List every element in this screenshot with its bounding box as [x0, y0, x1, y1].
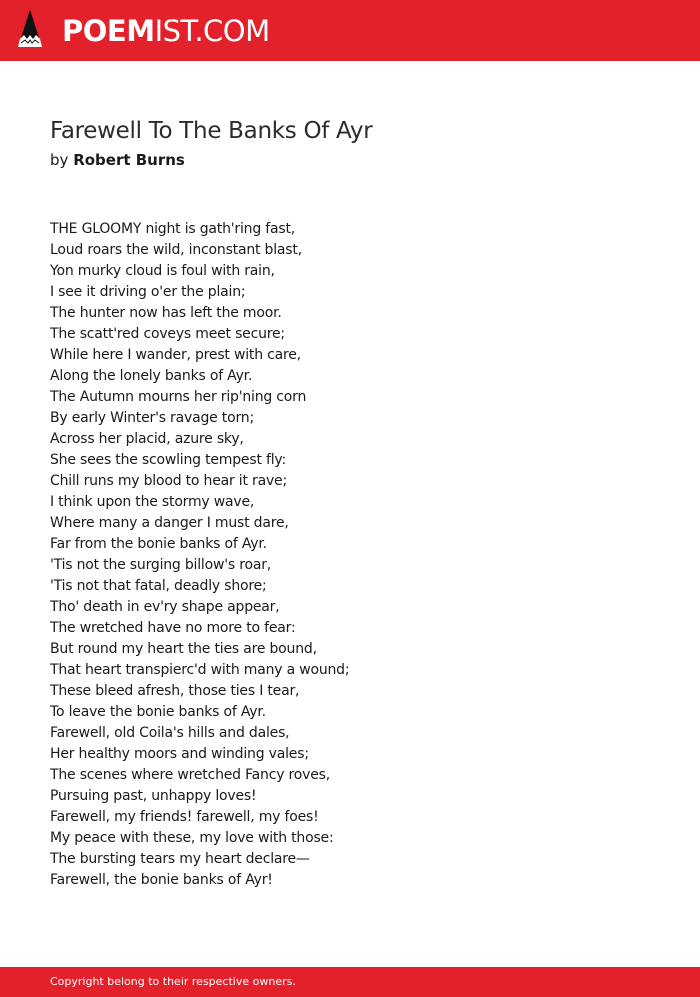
- site-header: [0, 0, 700, 61]
- poem-body: [50, 219, 670, 891]
- poem-line: To leave the bonie banks of Ayr.: [50, 704, 266, 720]
- poem-line: These bleed afresh, those ties I tear,: [50, 683, 300, 699]
- poem-line: Along the lonely banks of Ayr.: [50, 368, 253, 384]
- poem-line: The Autumn mourns her rip'ning corn: [50, 389, 307, 405]
- poem-line: Yon murky cloud is foul with rain,: [50, 263, 275, 279]
- poem-line: Across her placid, azure sky,: [50, 431, 244, 447]
- poem-line: Chill runs my blood to hear it rave;: [50, 473, 287, 489]
- logo-text-light: IST.COM: [154, 14, 270, 48]
- poem-line: Far from the bonie banks of Ayr.: [50, 536, 267, 552]
- pencil-tip-icon[interactable]: [17, 9, 43, 51]
- logo-text-bold: POEM: [62, 14, 155, 48]
- poem-heading: [50, 114, 670, 171]
- poem-line: 'Tis not the surging billow's roar,: [50, 557, 272, 573]
- author-name: Robert Burns: [73, 151, 185, 169]
- poem-line: The scenes where wretched Fancy roves,: [50, 767, 331, 783]
- poem-line: That heart transpierc'd with many a wound;: [50, 662, 350, 678]
- poem-line: Farewell, the bonie banks of Ayr!: [50, 872, 273, 888]
- poem-line: She sees the scowling tempest fly:: [50, 452, 286, 468]
- poem-line: But round my heart the ties are bound,: [50, 641, 317, 657]
- poem-line: Farewell, my friends! farewell, my foes!: [50, 809, 319, 825]
- poem-line: Loud roars the wild, inconstant blast,: [50, 242, 302, 258]
- copyright-text: Copyright belong to their respective owners.: [50, 975, 296, 988]
- poem-line: Where many a danger I must dare,: [50, 515, 289, 531]
- poem-line: The bursting tears my heart declare—: [50, 851, 310, 867]
- poem-line: While here I wander, prest with care,: [50, 347, 301, 363]
- poem-line: The scatt'red coveys meet secure;: [50, 326, 285, 342]
- poem-line: The wretched have no more to fear:: [50, 620, 296, 636]
- poem-line: I see it driving o'er the plain;: [50, 284, 246, 300]
- poem-line: Farewell, old Coila's hills and dales,: [50, 725, 290, 741]
- poem-line: Pursuing past, unhappy loves!: [50, 788, 257, 804]
- by-label: by: [50, 151, 69, 169]
- poem-line: I think upon the stormy wave,: [50, 494, 255, 510]
- poem-line: THE GLOOMY night is gath'ring fast,: [50, 221, 296, 237]
- poem-line: 'Tis not that fatal, deadly shore;: [50, 578, 267, 594]
- poem-line: By early Winter's ravage torn;: [50, 410, 254, 426]
- poem-line: Tho' death in ev'ry shape appear,: [50, 599, 280, 615]
- site-logo[interactable]: [62, 13, 270, 49]
- poem-title: Farewell To The Banks Of Ayr: [50, 118, 373, 144]
- poem-line: Her healthy moors and winding vales;: [50, 746, 309, 762]
- poem-line: My peace with these, my love with those:: [50, 830, 334, 846]
- poem-byline: [50, 149, 670, 171]
- poem-line: The hunter now has left the moor.: [50, 305, 282, 321]
- site-footer: [0, 967, 700, 997]
